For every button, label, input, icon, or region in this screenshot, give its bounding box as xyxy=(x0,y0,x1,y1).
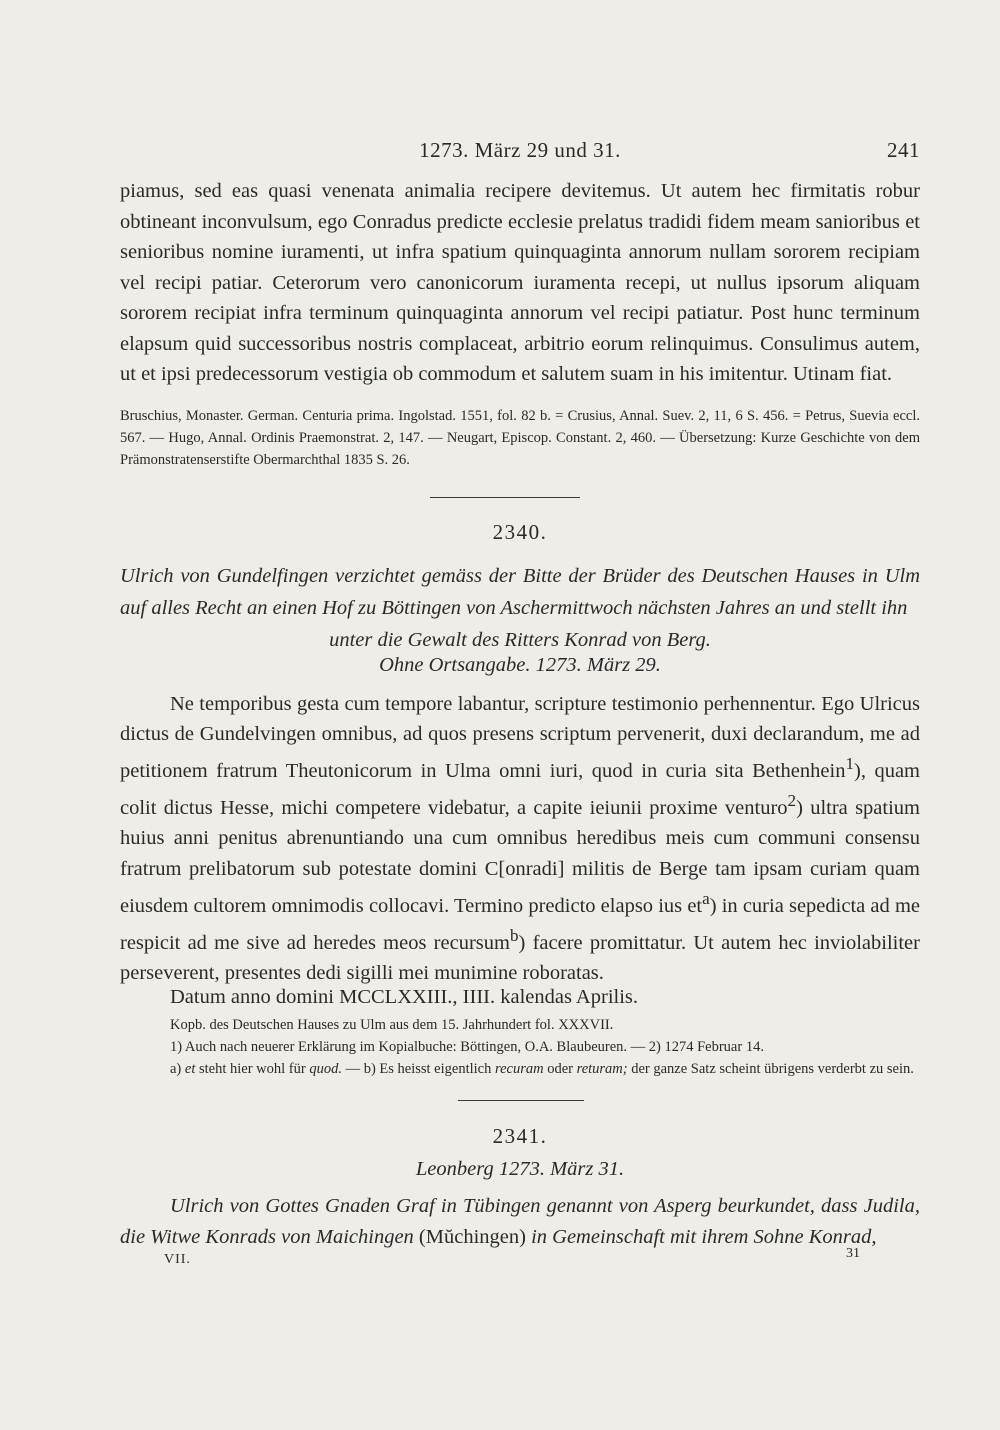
continuation-source-note: Bruschius, Monaster. German. Centuria prima. Ingolstad. 1551, fol. 82 b. = Crusius, Annal. Suev. 2, 11, 6 S. 456. = Petrus, Suevia eccl. 567. — Hugo, Annal. Ordinis Praemonstrat. 2, 147. — Neugart, Episcop. Constant. 2, 460. — Übersetzung: Kurze Geschichte von dem Prämonstratenserstifte Obermarchthal 1835 S. 26. xyxy=(120,408,920,468)
footnote-mark-a: a xyxy=(702,888,710,908)
sheet-signature: 31 xyxy=(846,1246,860,1261)
notes-2340 xyxy=(120,1014,920,1080)
continuation-sources xyxy=(120,405,920,471)
text-2340-part4: ) in curia sepedicta ad me respicit ad me sive ad heredes meos recursum xyxy=(120,894,920,954)
running-head xyxy=(120,138,920,168)
continuation-paragraph: piamus, sed eas quasi venenata animalia recipere devitemus. Ut autem hec firmitatis robur obtineant inconvulsum, ego Conradus predicte ecclesie prelatus tradidi fidem meam sanioribus et senioribus nomine iuramenti, ut infra spatium quinquaginta annorum nullam sororem recipiam vel recipi patiar. Ceterorum vero canonicorum iuramenta recepi, ut nullus ipsorum aliquam sororem recipiat infra terminum quinquaginta annorum vel recipi patiatur. Post hunc terminum elapsum quid successoribus nostris complaceat, arbitrio eorum relinquimus. Consulimus autem, ut et ipsi predecessorum vestigia ob commodum et salutem suam in his imitentur. Utinam fiat. xyxy=(120,180,920,385)
text-2340-part5: ) facere promittatur. Ut autem hec inviolabiliter perseverent, presentes dedi sigilli mei munimine roboratas. xyxy=(120,931,920,984)
regest-2341 xyxy=(120,1191,920,1253)
regest-2341-part2: in Gemeinschaft mit ihrem Sohne Konrad, xyxy=(525,1226,877,1248)
regest-2341-part1: Ulrich von Gottes Gnaden Graf in Tübingen genannt von Asperg beurkundet, dass Judila, die Witwe Konrads von Maichingen xyxy=(120,1195,920,1248)
footnote-a-prefix: a) xyxy=(170,1061,185,1077)
footnote-b-term-2: returam; xyxy=(576,1061,628,1077)
section-divider-2 xyxy=(458,1100,584,1101)
datum-2340-block xyxy=(120,982,920,1013)
dating-2341: Leonberg 1273. März 31. xyxy=(415,1158,625,1180)
regest-2340-text: Ulrich von Gundelfingen verzichtet gemäss der Bitte der Brüder des Deutschen Hauses in Ulm auf alles Recht an einen Hof zu Böttingen von Aschermittwoch nächsten Jahres an und stellt ihn xyxy=(120,565,920,619)
doc-number-2341: 2341. xyxy=(492,1124,548,1148)
footnote-mark-b: b xyxy=(509,925,519,945)
footnote-mark-1: 1 xyxy=(845,754,855,774)
regest-2341-text xyxy=(120,1191,920,1253)
footnote-a-term-1: et xyxy=(184,1061,196,1077)
footnote-b-suffix: der ganze Satz scheint übrigens verderbt zu sein. xyxy=(627,1061,914,1077)
doc-number-2340: 2340. xyxy=(492,520,548,544)
footnotes-lettered-2340 xyxy=(120,1058,920,1080)
text-2340-part2: ), quam colit dictus Hesse, michi competere videbatur, a capite ieiunii proxime venturo xyxy=(120,760,920,820)
text-2340-paragraph xyxy=(120,689,920,988)
footnote-a-middle: steht hier wohl für xyxy=(195,1061,310,1077)
footnotes-numbered-2340: 1) Auch nach neuerer Erklärung im Kopialbuche: Böttingen, O.A. Blaubeuren. — 2) 1274 Februar 14. xyxy=(170,1039,764,1055)
footnote-b-term-1: recuram xyxy=(494,1061,544,1077)
datum-2340: Datum anno domini MCCLXXIII., IIII. kalendas Aprilis. xyxy=(170,986,639,1008)
running-head-title: 1273. März 29 und 31. xyxy=(419,138,621,162)
footnote-mark-2: 2 xyxy=(787,791,797,811)
text-2340-part3: ) ultra spatium huius anni penitus abrenuntiando una cum omnibus heredibus meis cum communi consensu fratrum prelibatorum sub potestate domini C[onradi] militis de Berge tam ipsam curiam quam eiusdem cultorem omnimodis collocavi. Termino predicto elapso ius et xyxy=(120,797,920,917)
source-2340: Kopb. des Deutschen Hauses zu Ulm aus dem 15. Jahrhundert fol. XXXVII. xyxy=(170,1017,614,1033)
text-2340-part1: Ne temporibus gesta cum tempore labantur, scripture testimonio perhennentur. Ego Ulricus dictus de Gundelvingen omnibus, ad quos presens scriptum pervenerit, duxi declarandum, me ad petitionem fratrum Theutonicorum in Ulma omni iuri, quod in curia sita Bethenhein xyxy=(120,693,920,783)
footnote-a-term-2: quod. xyxy=(309,1061,342,1077)
volume-sigle: VII. xyxy=(164,1252,191,1267)
regest-2340-last-line: unter die Gewalt des Ritters Konrad von Berg. xyxy=(329,629,711,651)
footnote-b-prefix: — b) Es heisst eigentlich xyxy=(341,1061,495,1077)
regest-2340 xyxy=(120,560,920,656)
regest-2341-variant: (Mŭchingen) xyxy=(418,1226,526,1248)
continuation-section xyxy=(120,176,920,390)
footnote-b-middle: oder xyxy=(543,1061,577,1077)
dating-2340: Ohne Ortsangabe. 1273. März 29. xyxy=(379,654,661,676)
text-2340 xyxy=(120,689,920,988)
section-divider xyxy=(430,497,580,498)
page-number: 241 xyxy=(887,138,920,162)
